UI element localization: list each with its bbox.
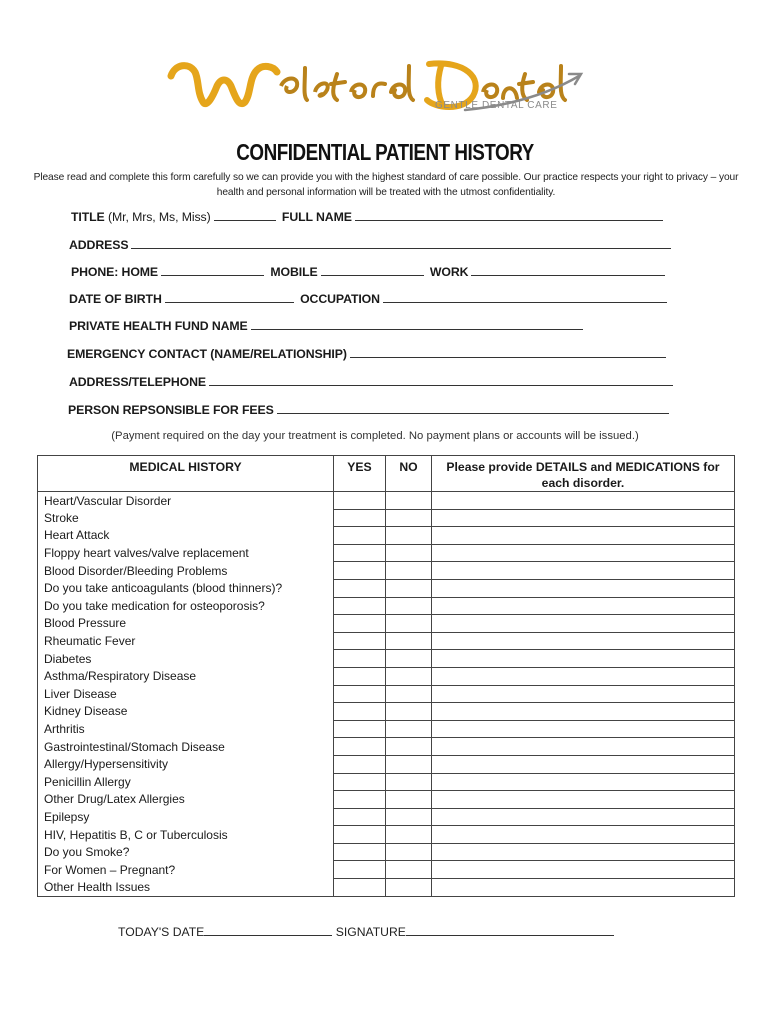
no-cell[interactable]: [386, 755, 432, 773]
details-cell[interactable]: [432, 879, 735, 897]
todays-date-label: TODAY'S DATE: [118, 925, 205, 939]
table-row: [38, 826, 735, 844]
signature-label: SIGNATURE: [335, 925, 406, 939]
header-details: Please provide DETAILS and MEDICATIONS for each disorder.: [432, 456, 735, 492]
yes-cell[interactable]: [334, 650, 386, 668]
welsford-dental-logo: [165, 56, 585, 122]
form-title: CONFIDENTIAL PATIENT HISTORY: [236, 139, 534, 165]
details-cell[interactable]: [432, 773, 735, 791]
table-row: [38, 703, 735, 721]
row-dob-occupation: [69, 292, 670, 306]
table-row: [38, 615, 735, 633]
logo-graphic: [165, 56, 585, 122]
row-address: [69, 238, 674, 252]
table-row: [38, 720, 735, 738]
table-row: [38, 755, 735, 773]
todays-date-input[interactable]: [204, 926, 332, 936]
condition-label: Floppy heart valves/valve replacement: [38, 544, 334, 562]
table-row: [38, 527, 735, 545]
full-name-input[interactable]: [355, 211, 663, 221]
details-cell[interactable]: [432, 509, 735, 527]
yes-cell[interactable]: [334, 615, 386, 633]
yes-cell[interactable]: [334, 544, 386, 562]
details-cell[interactable]: [432, 685, 735, 703]
table-row: [38, 879, 735, 897]
table-header-row: [38, 456, 735, 492]
table-row: [38, 773, 735, 791]
row-phone: [71, 265, 668, 279]
details-cell[interactable]: [432, 808, 735, 826]
details-cell[interactable]: [432, 527, 735, 545]
no-cell[interactable]: [386, 738, 432, 756]
yes-cell[interactable]: [334, 597, 386, 615]
no-cell[interactable]: [386, 843, 432, 861]
condition-label: Gastrointestinal/Stomach Disease: [38, 738, 334, 756]
mobile-label: MOBILE: [270, 265, 318, 279]
condition-label: Allergy/Hypersensitivity: [38, 755, 334, 773]
details-cell[interactable]: [432, 492, 735, 510]
yes-cell[interactable]: [334, 843, 386, 861]
row-emergency: [67, 347, 669, 361]
condition-label: Penicillin Allergy: [38, 773, 334, 791]
no-cell[interactable]: [386, 527, 432, 545]
dob-label: DATE OF BIRTH: [69, 292, 162, 306]
table-row: [38, 544, 735, 562]
header-yes: YES: [334, 456, 386, 492]
condition-label: Arthritis: [38, 720, 334, 738]
no-cell[interactable]: [386, 562, 432, 580]
table-row: [38, 509, 735, 527]
title-options: (Mr, Mrs, Ms, Miss): [107, 210, 211, 224]
condition-label: Do you Smoke?: [38, 843, 334, 861]
table-row: [38, 562, 735, 580]
details-cell[interactable]: [432, 632, 735, 650]
condition-label: Liver Disease: [38, 685, 334, 703]
yes-cell[interactable]: [334, 492, 386, 510]
row-title-fullname: [71, 210, 666, 224]
yes-cell[interactable]: [334, 773, 386, 791]
payment-note: (Payment required on the day your treatment is completed. No payment plans or accounts will be issued.): [111, 430, 639, 442]
details-cell[interactable]: [432, 720, 735, 738]
table-row: [38, 597, 735, 615]
condition-label: Do you take anticoagulants (blood thinners)?: [38, 579, 334, 597]
condition-label: Asthma/Respiratory Disease: [38, 667, 334, 685]
work-label: WORK: [429, 265, 469, 279]
details-cell[interactable]: [432, 615, 735, 633]
no-cell[interactable]: [386, 579, 432, 597]
details-cell[interactable]: [432, 738, 735, 756]
health-fund-label: PRIVATE HEALTH FUND NAME: [69, 319, 248, 333]
yes-cell[interactable]: [334, 738, 386, 756]
no-cell[interactable]: [386, 632, 432, 650]
yes-cell[interactable]: [334, 685, 386, 703]
no-cell[interactable]: [386, 879, 432, 897]
condition-label: Diabetes: [38, 650, 334, 668]
row-responsible: [68, 403, 672, 417]
address-telephone-input[interactable]: [209, 376, 673, 386]
address-label: ADDRESS: [69, 238, 129, 252]
condition-label: Blood Pressure: [38, 615, 334, 633]
yes-cell[interactable]: [334, 632, 386, 650]
details-cell[interactable]: [432, 544, 735, 562]
details-cell[interactable]: [432, 650, 735, 668]
yes-cell[interactable]: [334, 527, 386, 545]
no-cell[interactable]: [386, 509, 432, 527]
row-health-fund: [69, 319, 586, 333]
condition-label: Epilepsy: [38, 808, 334, 826]
yes-cell[interactable]: [334, 703, 386, 721]
condition-label: Heart Attack: [38, 527, 334, 545]
yes-cell[interactable]: [334, 791, 386, 809]
condition-label: Rheumatic Fever: [38, 632, 334, 650]
yes-cell[interactable]: [334, 562, 386, 580]
yes-cell[interactable]: [334, 509, 386, 527]
table-row: [38, 791, 735, 809]
dob-input[interactable]: [165, 293, 294, 303]
condition-label: Do you take medication for osteoporosis?: [38, 597, 334, 615]
yes-cell[interactable]: [334, 720, 386, 738]
condition-label: Blood Disorder/Bleeding Problems: [38, 562, 334, 580]
footer-row: [118, 925, 614, 939]
condition-label: Kidney Disease: [38, 703, 334, 721]
details-cell[interactable]: [432, 579, 735, 597]
condition-label: For Women – Pregnant?: [38, 861, 334, 879]
header-medical-history: MEDICAL HISTORY: [38, 456, 334, 492]
details-cell[interactable]: [432, 843, 735, 861]
no-cell[interactable]: [386, 720, 432, 738]
yes-cell[interactable]: [334, 826, 386, 844]
no-cell[interactable]: [386, 773, 432, 791]
table-row: [38, 738, 735, 756]
no-cell[interactable]: [386, 808, 432, 826]
table-body: [38, 492, 735, 897]
condition-label: HIV, Hepatitis B, C or Tuberculosis: [38, 826, 334, 844]
table-row: [38, 808, 735, 826]
no-cell[interactable]: [386, 861, 432, 879]
title-label: TITLE: [71, 210, 105, 224]
intro-text: Please read and complete this form carefully so we can provide you with the highest standard of care possible. Our practice respects your right to privacy – your health and personal information will be treated with the utmost confidentiality.: [33, 172, 739, 198]
yes-cell[interactable]: [334, 579, 386, 597]
table-row: [38, 492, 735, 510]
full-name-label: FULL NAME: [281, 210, 352, 224]
condition-label: Other Health Issues: [38, 879, 334, 897]
table-row: [38, 632, 735, 650]
condition-label: Heart/Vascular Disorder: [38, 492, 334, 510]
no-cell[interactable]: [386, 650, 432, 668]
table-row: [38, 685, 735, 703]
yes-cell[interactable]: [334, 879, 386, 897]
no-cell[interactable]: [386, 703, 432, 721]
condition-label: Stroke: [38, 509, 334, 527]
no-cell[interactable]: [386, 791, 432, 809]
no-cell[interactable]: [386, 544, 432, 562]
address-input[interactable]: [131, 239, 671, 249]
phone-home-label: PHONE: HOME: [71, 265, 159, 279]
emergency-input[interactable]: [350, 348, 666, 358]
no-cell[interactable]: [386, 667, 432, 685]
table-row: [38, 667, 735, 685]
table-row: [38, 861, 735, 879]
yes-cell[interactable]: [334, 808, 386, 826]
responsible-input[interactable]: [277, 404, 669, 414]
row-address-telephone: [69, 375, 676, 389]
logo-tagline: GENTLE DENTAL CARE: [435, 100, 558, 111]
details-cell[interactable]: [432, 703, 735, 721]
health-fund-input[interactable]: [251, 320, 583, 330]
details-cell[interactable]: [432, 826, 735, 844]
details-cell[interactable]: [432, 597, 735, 615]
occupation-label: OCCUPATION: [300, 292, 380, 306]
condition-label: Other Drug/Latex Allergies: [38, 791, 334, 809]
phone-home-input[interactable]: [161, 266, 264, 276]
no-cell[interactable]: [386, 597, 432, 615]
title-input[interactable]: [214, 211, 276, 221]
details-cell[interactable]: [432, 562, 735, 580]
no-cell[interactable]: [386, 826, 432, 844]
no-cell[interactable]: [386, 685, 432, 703]
emergency-label: EMERGENCY CONTACT (NAME/RELATIONSHIP): [67, 347, 347, 361]
details-cell[interactable]: [432, 755, 735, 773]
table-row: [38, 843, 735, 861]
no-cell[interactable]: [386, 492, 432, 510]
signature-input[interactable]: [406, 926, 614, 936]
table-row: [38, 650, 735, 668]
medical-history-table: [37, 455, 735, 897]
table-row: [38, 579, 735, 597]
address-telephone-label: ADDRESS/TELEPHONE: [69, 375, 207, 389]
mobile-input[interactable]: [321, 266, 424, 276]
yes-cell[interactable]: [334, 755, 386, 773]
details-cell[interactable]: [432, 861, 735, 879]
details-cell[interactable]: [432, 791, 735, 809]
occupation-input[interactable]: [383, 293, 667, 303]
work-input[interactable]: [471, 266, 665, 276]
yes-cell[interactable]: [334, 861, 386, 879]
no-cell[interactable]: [386, 615, 432, 633]
details-cell[interactable]: [432, 667, 735, 685]
responsible-label: PERSON REPSONSIBLE FOR FEES: [68, 403, 274, 417]
yes-cell[interactable]: [334, 667, 386, 685]
header-no: NO: [386, 456, 432, 492]
